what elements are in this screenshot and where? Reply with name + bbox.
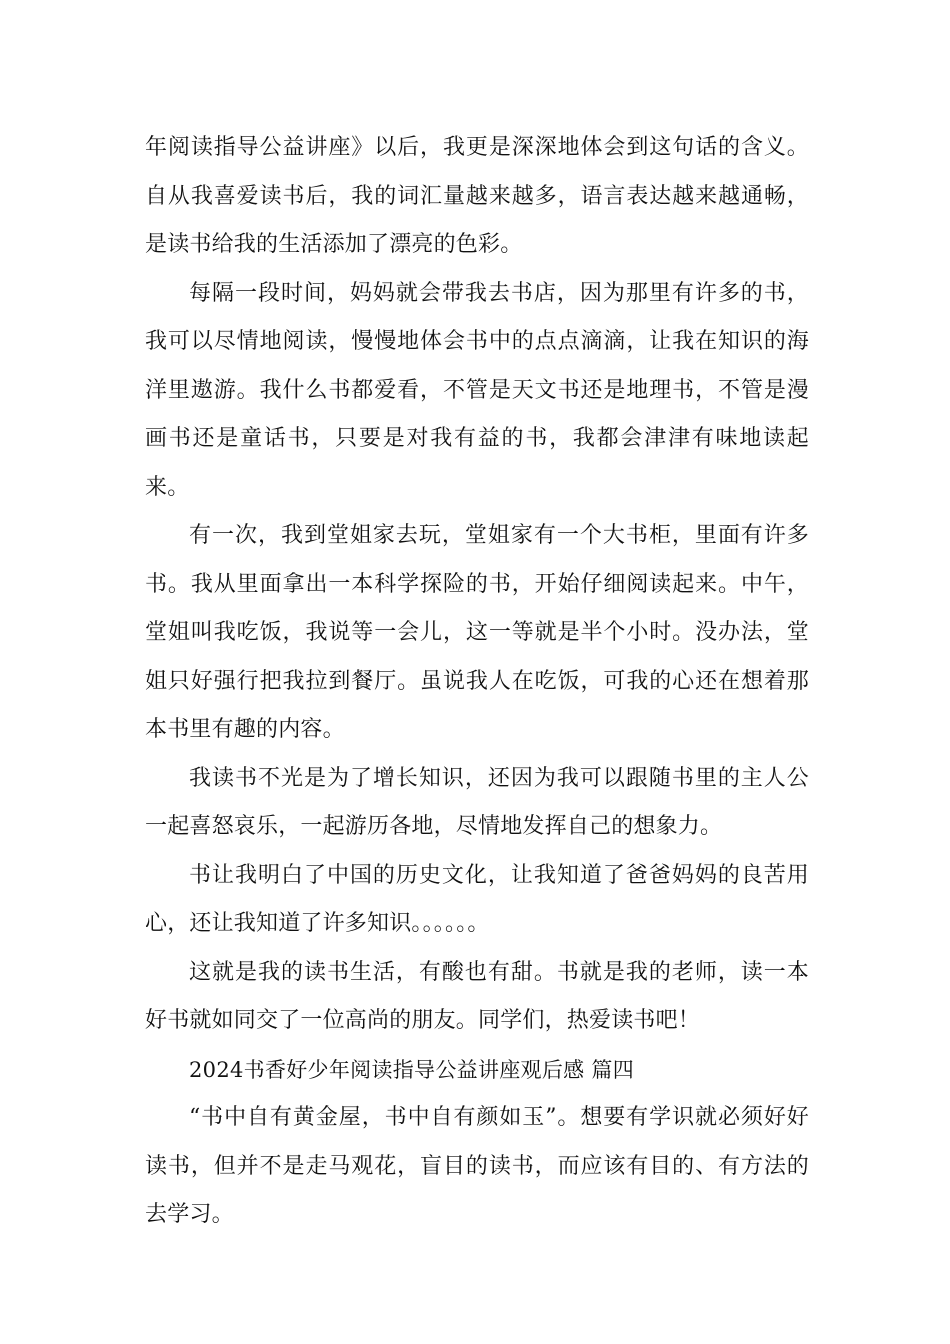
paragraph-cousin-house: 有一次，我到堂姐家去玩，堂姐家有一个大书柜，里面有许多书。我从里面拿出一本科学探险的书，开始仔细阅读起来。中午，堂姐叫我吃饭，我说等一会儿，这一等就是半个小时。没办法，堂姐只好强行把我拉到餐厅。虽说我人在吃饭，可我的心还在想着那本书里有趣的内容。 <box>145 523 809 742</box>
paragraph-bookstore: 每隔一段时间，妈妈就会带我去书店，因为那里有许多的书，我可以尽情地阅读，慢慢地体会书中的点点滴滴，让我在知识的海洋里遨游。我什么书都爱看，不管是天文书还是地理书，不管是漫画书还是童话书，只要是对我有益的书，我都会津津有味地读起来。 <box>145 280 809 500</box>
paragraph-history-culture: 书让我明白了中国的历史文化，让我知道了爸爸妈妈的良苦用心，还让我知道了许多知识。。。。。。 <box>145 862 809 936</box>
paragraph-reading-purpose: 我读书不光是为了增长知识，还因为我可以跟随书里的主人公一起喜怒哀乐，一起游历各地，尽情地发挥自己的想象力。 <box>145 765 809 839</box>
section-heading: 2024书香好少年阅读指导公益讲座观后感 篇四 <box>189 1057 635 1082</box>
paragraph-golden-house: “书中自有黄金屋，书中自有颜如玉”。想要有学识就必须好好读书，但并不是走马观花，盲目的读书，而应该有目的、有方法的去学习。 <box>145 1105 809 1227</box>
paragraph-reading-life: 这就是我的读书生活，有酸也有甜。书就是我的老师，读一本好书就如同交了一位高尚的朋友。同学们，热爱读书吧！ <box>145 959 809 1033</box>
document-body <box>145 124 809 1240</box>
paragraph-continued: 年阅读指导公益讲座》以后，我更是深深地体会到这句话的含义。自从我喜爱读书后，我的词汇量越来越多，语言表达越来越通畅，是读书给我的生活添加了漂亮的色彩。 <box>145 135 809 257</box>
